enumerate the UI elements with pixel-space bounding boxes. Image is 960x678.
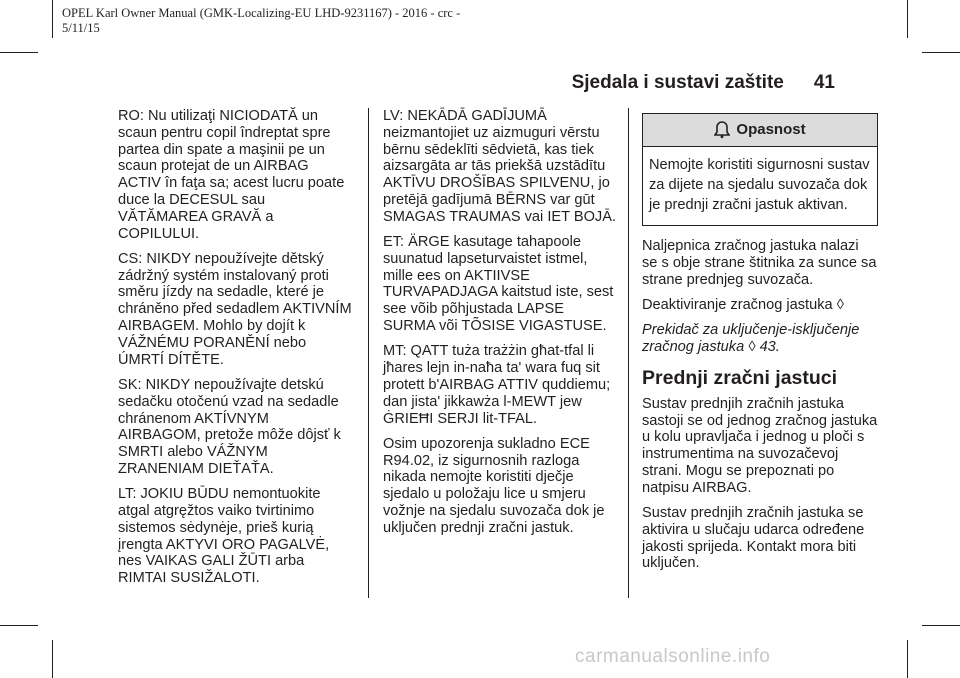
danger-text: Nemojte koristiti sigurnosni sustav za dijete na sjedalu suvozača dok je prednji zračni jastuk aktivan. xyxy=(649,157,870,213)
label-location-paragraph: Naljepnica zračnog jastuka nalazi se s obje strane štitnika za sunce sa strane prednjeg suvozača. xyxy=(642,238,877,288)
column-divider xyxy=(368,108,369,598)
cross-reference-page[interactable]: 43 xyxy=(759,338,776,355)
print-metadata-line2: 5/11/15 xyxy=(62,21,100,35)
page-number: 41 xyxy=(813,72,835,93)
crop-mark xyxy=(52,0,53,38)
column-divider xyxy=(628,108,629,598)
print-metadata xyxy=(62,6,502,36)
print-metadata-line1: OPEL Karl Owner Manual (GMK-Localizing-EU LHD-9231167) - 2016 - crc - xyxy=(62,6,461,20)
section-title: Sjedala i sustavi zaštite xyxy=(571,72,784,93)
danger-title: Opasnost xyxy=(736,120,806,138)
danger-box xyxy=(642,113,878,226)
crop-mark xyxy=(52,640,53,678)
cross-reference: Prekidač za uključenje-isključenje zračnog jastuka ◊ 43. xyxy=(642,322,860,355)
crop-mark xyxy=(922,625,960,626)
warning-paragraph-ro: RO: Nu utilizaţi NICIODATĂ un scaun pentru copil îndreptat spre partea din spate a maşinii pe un scaun protejat de un AIRBAG ACTIV în faţa sa; acest lucru poate duce la DECESUL sau VĂTĂMAREA GRAVĂ a COPILULUI. xyxy=(118,108,345,242)
column-right xyxy=(642,113,878,581)
crop-mark xyxy=(907,640,908,678)
warning-paragraph-lv: LV: NEKĀDĀ GADĪJUMĀ neizmantojiet uz aizmuguri vērstu bērnu sēdeklīti sēdvietā, kas tiek aizsargāta ar tās priekšā uzstādītu AKTĪVU DROŠĪBAS SPILVENU, jo pretējā gadījumā BĒRNS var gūt SMAGAS TRAUMAS vai IET BOJĀ. xyxy=(383,108,617,225)
watermark: carmanualsonline.info xyxy=(575,646,771,667)
column-middle xyxy=(383,108,617,545)
warning-paragraph-mt: MT: QATT tuża trażżin għat-tfal li jħares lejn in-naħa ta' wara fuq sit protett b'AIRBAG ATTIV quddiemu; dan jista' jikkawża l-MEWT jew ĠRIEĦI SERJI lit-TFAL. xyxy=(383,343,611,427)
crop-mark xyxy=(0,625,38,626)
warning-paragraph-et: ET: ÄRGE kasutage tahapoole suunatud lapseturvaistet istmel, mille ees on AKTIIVSE TURVAPADJAGA kaitstud iste, sest see võib põhjustada LAPSE SURMA või TÕSISE VIGASTUSE. xyxy=(383,234,614,335)
column-left xyxy=(118,108,354,596)
ece-note-paragraph: Osim upozorenja sukladno ECE R94.02, iz sigurnosnih razloga nikada nemojte koristiti dječje sjedalo u položaju lice u smjeru vožnje na sjedalu suvozača dok je uključen prednji zračni jastuk. xyxy=(383,435,605,536)
activation-paragraph: Sustav prednjih zračnih jastuka se aktivira u slučaju udarca određene jakosti sprijeda. Kontakt mora biti uključen. xyxy=(642,505,865,572)
warning-paragraph-sk: SK: NIKDY nepoužívajte detskú sedačku otočenú vzad na sedadle chránenom AKTÍVNYM AIRBAGOM, pretože môže dôjsť k SMRTI alebo VÁŽNYM ZRANENIAM DIEŤAŤA. xyxy=(118,376,341,477)
crop-mark xyxy=(907,0,908,38)
danger-box-header xyxy=(643,114,877,147)
deactivation-text: Deaktiviranje zračnog jastuka xyxy=(642,296,833,313)
cross-reference-link[interactable]: Prekidač za uključenje-isključenje zračnog jastuka xyxy=(642,322,860,355)
crop-mark xyxy=(922,52,960,53)
deactivation-paragraph xyxy=(642,297,878,314)
crop-mark xyxy=(0,52,38,53)
reference-arrow-icon: ◊ xyxy=(836,296,844,313)
subheading: Prednji zračni jastuci xyxy=(642,366,838,389)
front-airbag-paragraph: Sustav prednjih zračnih jastuka sastoji se od jednog zračnog jastuka u kolu upravljača i jednog u ploči s instrumentima na suvozačevoj strani. Mogu se prepoznati po natpisu AIRBAG. xyxy=(642,395,878,496)
warning-paragraph-lt: LT: JOKIU BŪDU nemontuokite atgal atgręžtos vaiko tvirtinimo sistemos sėdynėje, prieš kurią įrengta AKTYVI ORO PAGALVĖ, nes VAIKAS GALI ŽŪTI arba RIMTAI SUSIŽALOTI. xyxy=(118,486,330,587)
warning-paragraph-cs: CS: NIKDY nepoužívejte dětský zádržný systém instalovaný proti směru jízdy na sedadle, které je chráněno před sedadlem AKTIVNÍM AIRBAGEM. Mohlo by dojít k VÁŽNÉMU PORANĚNÍ nebo ÚMRTÍ DÍTĚTE. xyxy=(118,250,352,368)
reference-arrow-icon: ◊ xyxy=(748,338,756,355)
running-header xyxy=(560,72,835,94)
warning-icon xyxy=(714,121,730,139)
